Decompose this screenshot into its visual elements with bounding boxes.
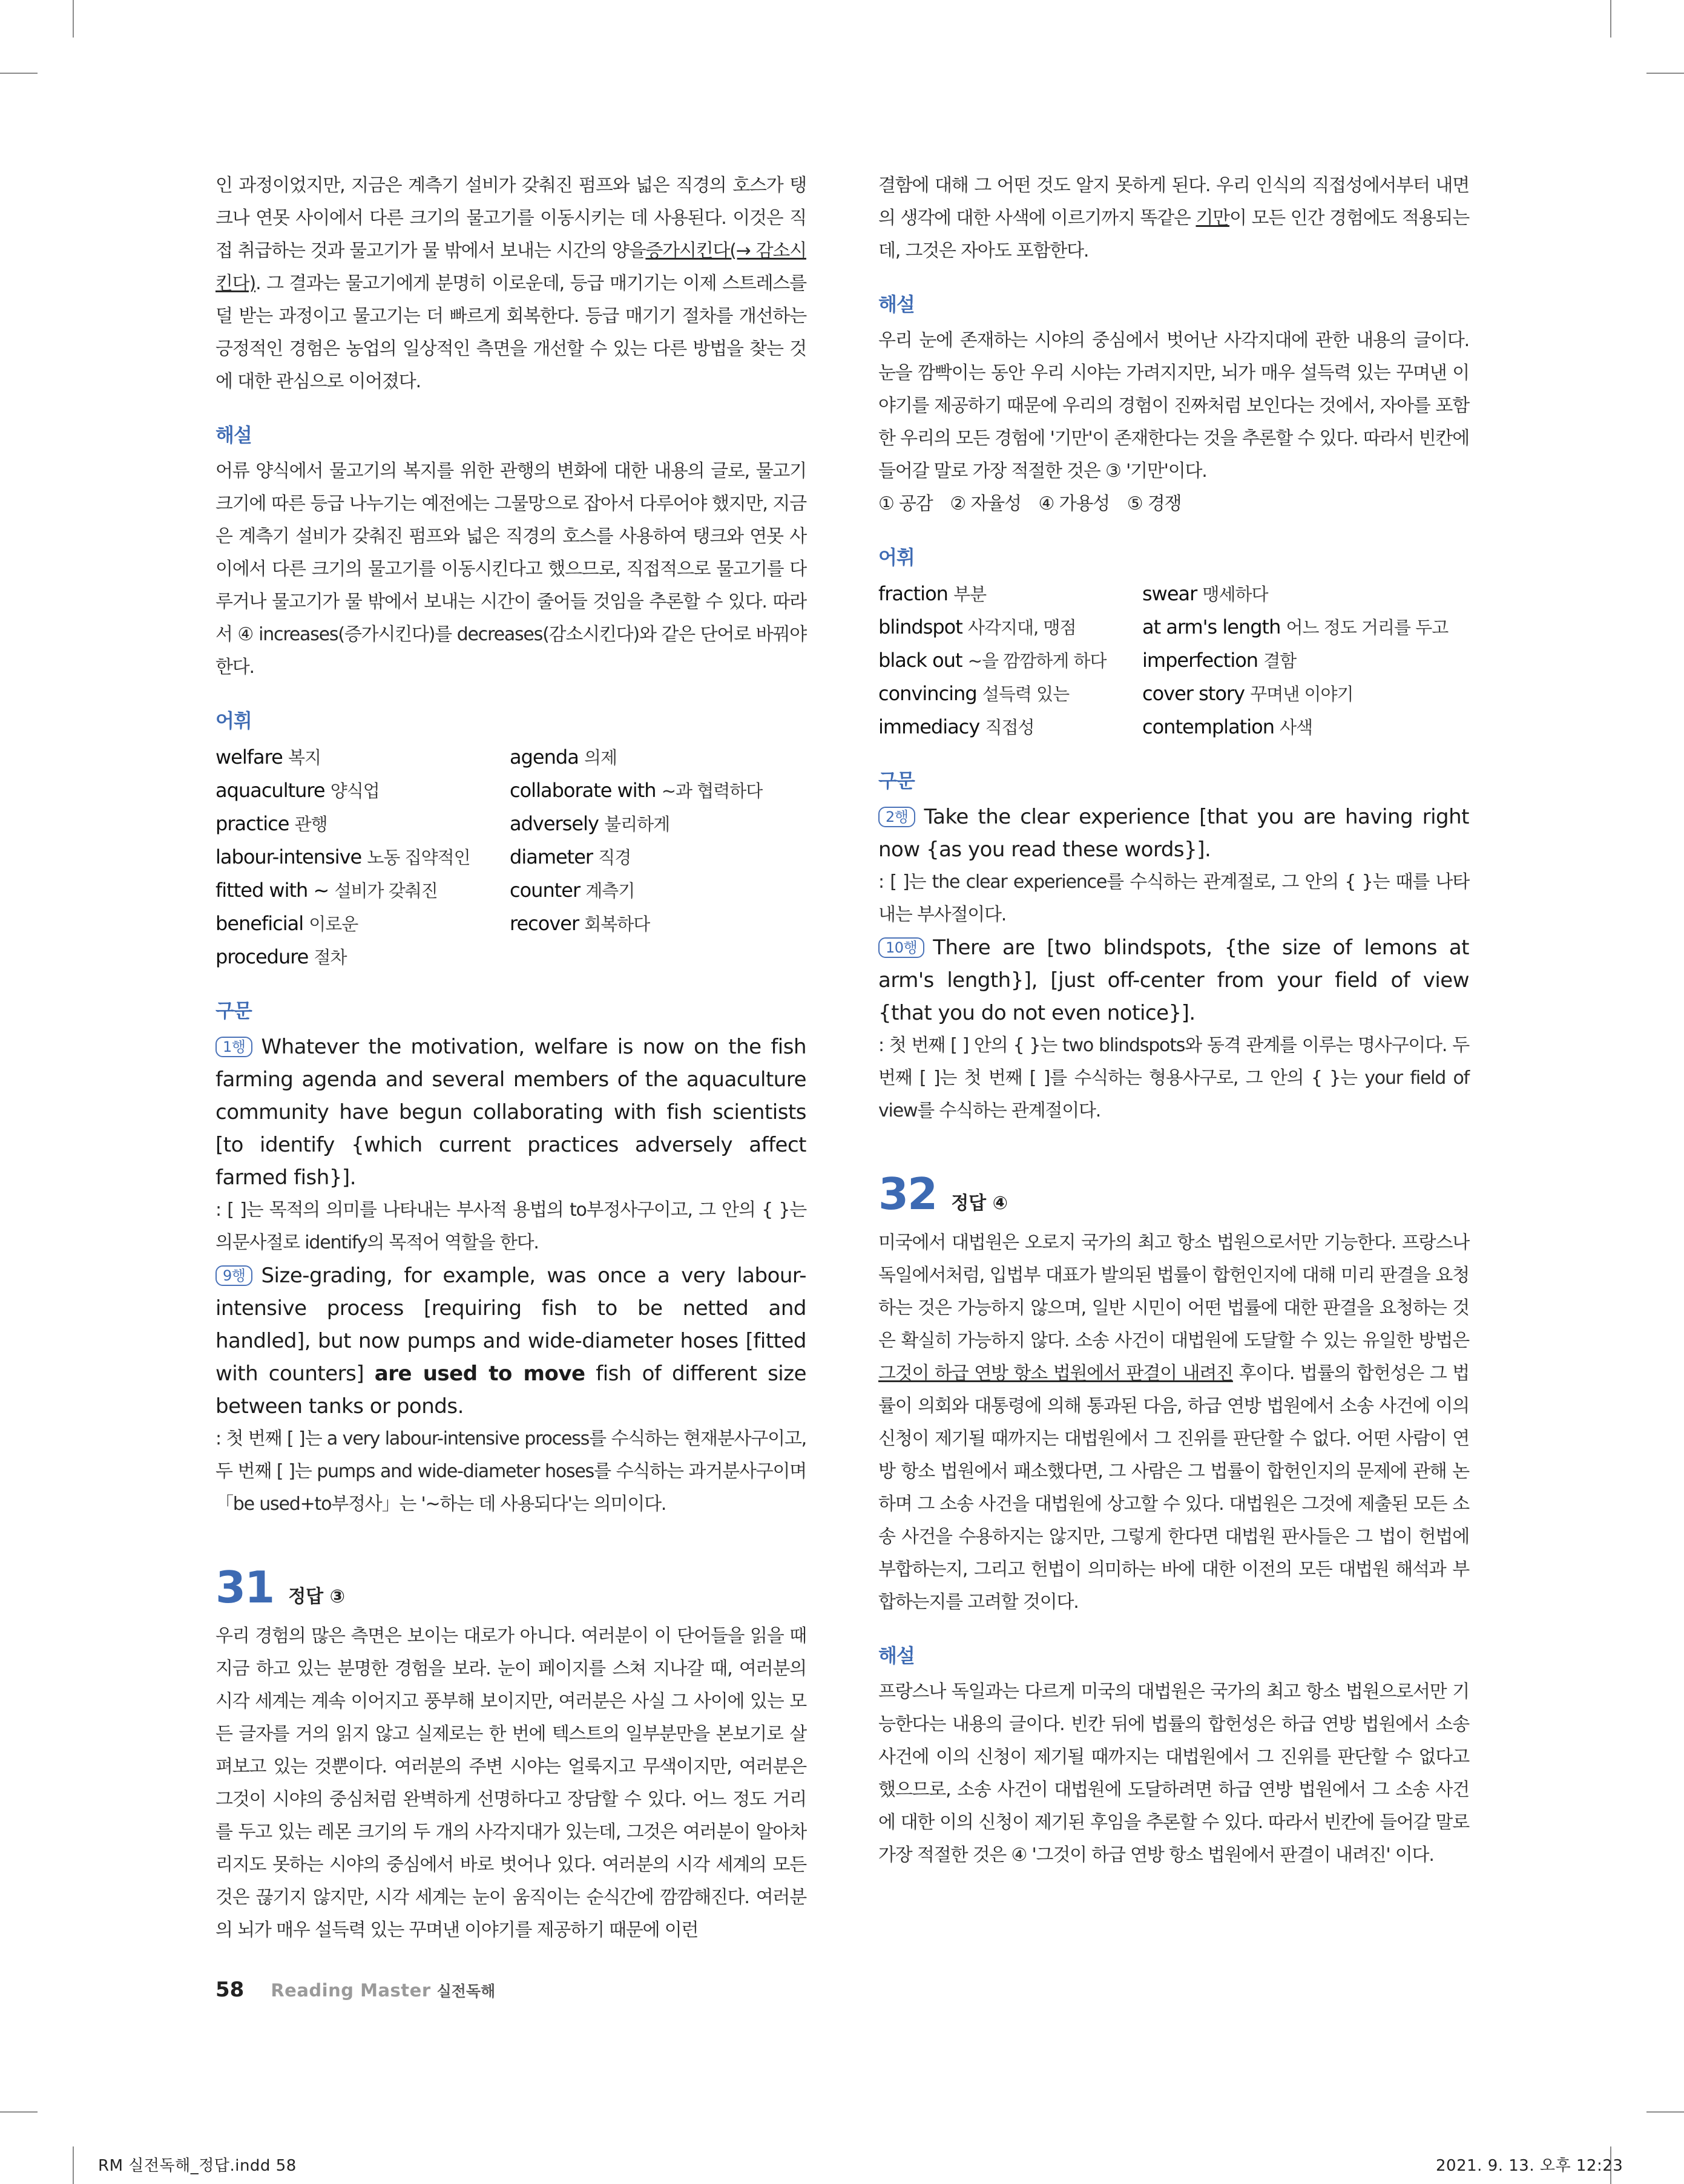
right-column bbox=[878, 169, 1469, 1872]
crop-mark bbox=[0, 2111, 38, 2113]
vocabulary-heading: 어휘 bbox=[215, 709, 252, 732]
text-run: 미국에서 대법원은 오로지 국가의 최고 항소 법원으로서만 기능한다. 프랑스나 독일에서처럼, 입법부 대표가 발의된 법률이 합헌인지에 대해 미리 판결을 요청하는 것은 가능하지 않으며, 일반 시민이 어떤 법률에 대한 판결을 요청하는 것은 확실히 가능하지 않다. 소송 사건이 대법원에 도달할 수 있는 유일한 방법은 bbox=[878, 1232, 1469, 1351]
structure-note: : 첫 번째 [ ] 안의 { }는 two blindspots와 동격 관계를 이루는 명사구이다. 두 번째 [ ]는 첫 번째 [ ]를 수식하는 형용사구로, 그 안의 { }는 your field of view를 수식하는 관계절이다. bbox=[878, 1035, 1469, 1121]
line-tag: 1행 bbox=[215, 1037, 252, 1057]
sentence-text: Take the clear experience [that you are having right now {as you read these words}]. bbox=[878, 805, 1469, 862]
vocab-item: welfare 복지 bbox=[215, 746, 321, 769]
q31-translation-end bbox=[878, 169, 1469, 267]
text-run: . 그 결과는 물고기에게 분명히 이로운데, 등급 매기기는 이제 스트레스를 덜 받는 과정이고 물고기는 더 빠르게 회복한다. 등급 매기기 절차를 개선하는 긍정적인 경험은 농업의 일상적인 측면을 개선할 수 있는 다른 방법을 찾는 것에 대한 관심으로 이어졌다. bbox=[215, 273, 806, 392]
vocab-item: aquaculture 양식업 bbox=[215, 779, 380, 802]
structure-note: : [ ]는 목적의 의미를 나타내는 부사적 용법의 to부정사구이고, 그 안의 { }는 의문사절로 identify의 목적어 역할을 한다. bbox=[215, 1199, 806, 1253]
text-run: 후이다. 법률의 합헌성은 그 법률이 의회와 대통령에 의해 통과된 다음, 하급 연방 법원에서 소송 사건에 이의 신청이 제기될 때까지는 대법원에서 그 진위를 판단할 수 없다. 어떤 사람이 연방 항소 법원에서 패소했다면, 그 사람은 그 법률이 합헌인지의 문제에 관해 논하며 그 소송 사건을 대법원에 상고할 수 있다. 대법원은 그것에 제출된 모든 소송 사건을 수용하지는 않지만, 그렇게 한다면 대법원 판사들은 그 법이 헌법에 부합하는지, 그리고 헌법이 의미하는 바에 대한 이전의 모든 대법원 해석과 부합하는지를 고려할 것이다. bbox=[878, 1363, 1469, 1613]
question-header bbox=[215, 1563, 806, 1612]
vocabulary-list bbox=[215, 741, 806, 974]
vocab-item: fitted with ~ 설비가 갖춰진 bbox=[215, 879, 438, 902]
vocab-item: at arm's length 어느 정도 거리를 두고 bbox=[1142, 615, 1449, 638]
sentence-text: Size-grading, for example, was once a very labour-intensive process [requiring fish to be netted and handled], but now pumps and wide-diameter hoses [fitted with counters] bbox=[215, 1264, 806, 1386]
explanation-text: 우리 눈에 존재하는 시야의 중심에서 벗어난 사각지대에 관한 내용의 글이다. 눈을 깜빡이는 동안 우리 시야는 가려지지만, 뇌가 매우 설득력 있는 꾸며낸 이야기를 제공하기 때문에 우리의 경험이 진짜처럼 보인다는 것에서, 자아를 포함한 우리의 모든 경험에 '기만'이 존재한다는 것을 추론할 수 있다. 따라서 빈칸에 들어갈 말로 가장 적절한 것은 ③ '기만'이다. bbox=[878, 330, 1469, 482]
structure-sentence bbox=[215, 1259, 806, 1423]
print-slug-file: RM 실전독해_정답.indd 58 bbox=[98, 2157, 297, 2175]
question-header bbox=[878, 1170, 1469, 1218]
answer-label: 정답 ③ bbox=[288, 1586, 346, 1607]
vocabulary-heading: 어휘 bbox=[878, 546, 915, 569]
vocab-item: blindspot 사각지대, 맹점 bbox=[878, 615, 1076, 638]
vocabulary-list bbox=[878, 577, 1469, 744]
text-run: 이 모든 인간 경험에도 적용되는데, 그것은 자아도 포함한다. bbox=[878, 208, 1469, 261]
vocab-item: swear 맹세하다 bbox=[1142, 582, 1268, 605]
explanation-text: 프랑스나 독일과는 다르게 미국의 대법원은 국가의 최고 항소 법원으로서만 기능한다는 내용의 글이다. 빈칸 뒤에 법률의 합헌성은 하급 연방 법원에서 소송 사건에 이의 신청이 제기될 때까지는 대법원에서 그 진위를 판단할 수 없다고 했으므로, 소송 사건이 대법원에 도달하려면 하급 연방 법원에서 그 소송 사건에 대한 이의 신청이 제기된 후임을 추론할 수 있다. 따라서 빈칸에 들어갈 말로 가장 적절한 것은 ④ '그것이 하급 연방 항소 법원에서 판결이 내려진' 이다. bbox=[878, 1681, 1469, 1866]
structure-sentence bbox=[878, 931, 1469, 1029]
book-subtitle: 실전독해 bbox=[436, 1982, 496, 2000]
structure-note: : 첫 번째 [ ]는 a very labour-intensive process를 수식하는 현재분사구이고, 두 번째 [ ]는 pumps and wide-diameter hoses를 수식하는 과거분사구이며 「be used+to부정사」는 '~하는 데 사용되다'는 의미이다. bbox=[215, 1428, 806, 1515]
vocab-item: contemplation 사색 bbox=[1142, 715, 1313, 738]
book-title: Reading Master bbox=[271, 1980, 431, 2001]
vocab-item: black out ~을 깜깜하게 하다 bbox=[878, 649, 1107, 672]
bold-phrase: are used to move bbox=[374, 1362, 585, 1386]
explanation-heading: 해설 bbox=[878, 293, 915, 316]
print-slug-datetime: 2021. 9. 13. 오후 12:23 bbox=[1436, 2157, 1623, 2175]
structure-note: : [ ]는 the clear experience를 수식하는 관계절로, 그 안의 { }는 때를 나타내는 부사절이다. bbox=[878, 871, 1469, 925]
vocab-item: adversely 불리하게 bbox=[510, 812, 670, 835]
vocab-item: fraction 부분 bbox=[878, 582, 987, 605]
crop-mark bbox=[1646, 73, 1684, 74]
vocab-item: collaborate with ~과 협력하다 bbox=[510, 779, 763, 802]
page-footer bbox=[215, 1978, 495, 2002]
structure-heading: 구문 bbox=[878, 769, 915, 792]
vocab-item: immediacy 직접성 bbox=[878, 715, 1034, 738]
vocab-item: convincing 설득력 있는 bbox=[878, 682, 1070, 705]
vocab-item: beneficial 이로운 bbox=[215, 912, 358, 935]
vocab-item: recover 회복하다 bbox=[510, 912, 650, 935]
underlined-answer: 증가시킨다(→ 감소시킨다) bbox=[215, 240, 806, 294]
crop-mark bbox=[0, 73, 38, 74]
sentence-text: There are [two blindspots, {the size of lemons at arm's length}], [just off-center from your field of view {that you do not even notice}]. bbox=[878, 936, 1469, 1025]
explanation-heading: 해설 bbox=[878, 1644, 915, 1667]
structure-sentence bbox=[215, 1031, 806, 1194]
vocab-item: agenda 의제 bbox=[510, 746, 617, 769]
q31-translation: 우리 경험의 많은 측면은 보이는 대로가 아니다. 여러분이 이 단어들을 읽을 때 지금 하고 있는 분명한 경험을 보라. 눈이 페이지를 스쳐 지나갈 때, 여러분의 시각 세계는 계속 이어지고 풍부해 보이지만, 여러분은 사실 그 사이에 있는 모든 글자를 거의 읽지 않고 실제로는 한 번에 텍스트의 일부분만을 본보기로 살펴보고 있는 것뿐이다. 여러분의 주변 시야는 얼룩지고 무색이지만, 여러분은 그것이 시야의 중심처럼 완벽하게 선명하다고 장담할 수 있다. 어느 정도 거리를 두고 있는 레몬 크기의 두 개의 사각지대가 있는데, 그것은 여러분이 알아차리지도 못하는 시야의 중심에서 바로 벗어나 있다. 여러분의 시각 세계의 모든 것은 끊기지 않지만, 시각 세계는 눈이 움직이는 순식간에 깜깜해진다. 여러분의 뇌가 매우 설득력 있는 꾸며낸 이야기를 제공하기 때문에 이런 bbox=[215, 1625, 806, 1941]
vocab-item: labour-intensive 노동 집약적인 bbox=[215, 845, 470, 868]
crop-mark bbox=[1610, 0, 1611, 38]
question-number: 31 bbox=[215, 1562, 274, 1613]
vocab-item: procedure 절차 bbox=[215, 945, 347, 968]
answer-options: ① 공감 ② 자율성 ④ 가용성 ⑤ 경쟁 bbox=[878, 493, 1182, 514]
text-run: 인 과정이었지만, 지금은 계측기 설비가 갖춰진 펌프와 넓은 직경의 호스가 탱크나 연못 사이에서 다른 크기의 물고기를 이동시키는 데 사용된다. 이것은 직접 취급하는 것과 물고기가 물 밖에서 보내는 시간의 양을 bbox=[215, 175, 806, 261]
line-tag: 2행 bbox=[878, 807, 915, 827]
q32-translation bbox=[878, 1227, 1469, 1619]
text-run: 결함에 대해 그 어떤 것도 알지 못하게 된다. 우리 인식의 직접성에서부터 내면의 생각에 대한 사색에 이르기까지 똑같은 bbox=[878, 175, 1469, 229]
line-tag: 9행 bbox=[215, 1265, 252, 1286]
explanation-heading: 해설 bbox=[215, 424, 252, 447]
answer-label: 정답 ④ bbox=[951, 1193, 1008, 1214]
crop-mark bbox=[1646, 2111, 1684, 2113]
structure-sentence bbox=[878, 801, 1469, 866]
crop-mark bbox=[73, 0, 74, 38]
left-column bbox=[215, 169, 806, 1947]
crop-mark bbox=[73, 2146, 74, 2184]
q30-translation-end bbox=[215, 169, 806, 398]
question-number: 32 bbox=[878, 1169, 937, 1219]
sentence-text: fish of different size between tanks or ponds. bbox=[215, 1362, 806, 1418]
vocab-item: counter 계측기 bbox=[510, 879, 635, 902]
line-tag: 10행 bbox=[878, 937, 924, 958]
underlined-answer: 기만 bbox=[1196, 208, 1230, 229]
structure-heading: 구문 bbox=[215, 999, 252, 1022]
vocab-item: cover story 꾸며낸 이야기 bbox=[1142, 682, 1353, 705]
page-number: 58 bbox=[215, 1978, 245, 2002]
underlined-answer: 그것이 하급 연방 항소 법원에서 판결이 내려진 bbox=[878, 1363, 1233, 1384]
vocab-item: practice 관행 bbox=[215, 812, 327, 835]
explanation-text: 어류 양식에서 물고기의 복지를 위한 관행의 변화에 대한 내용의 글로, 물고기 크기에 따른 등급 나누기는 예전에는 그물망으로 잡아서 다루어야 했지만, 지금은 계측기 설비가 갖춰진 펌프와 넓은 직경의 호스를 사용하여 탱크와 연못 사이에서 다른 크기의 물고기를 이동시킨다고 했으므로, 직접적으로 물고기를 다루거나 물고기가 물 밖에서 보내는 시간이 줄어들 것임을 추론할 수 있다. 따라서 ④ increases(증가시킨다)를 decreases(감소시킨다)와 같은 단어로 바꿔야 한다. bbox=[215, 461, 806, 678]
vocab-item: diameter 직경 bbox=[510, 845, 631, 868]
sentence-text: Whatever the motivation, welfare is now on the fish farming agenda and several members of the aquaculture community have begun collaborating with fish scientists [to identify {which current practices adversely affect farmed fish}]. bbox=[215, 1035, 806, 1190]
vocab-item: imperfection 결함 bbox=[1142, 649, 1297, 672]
